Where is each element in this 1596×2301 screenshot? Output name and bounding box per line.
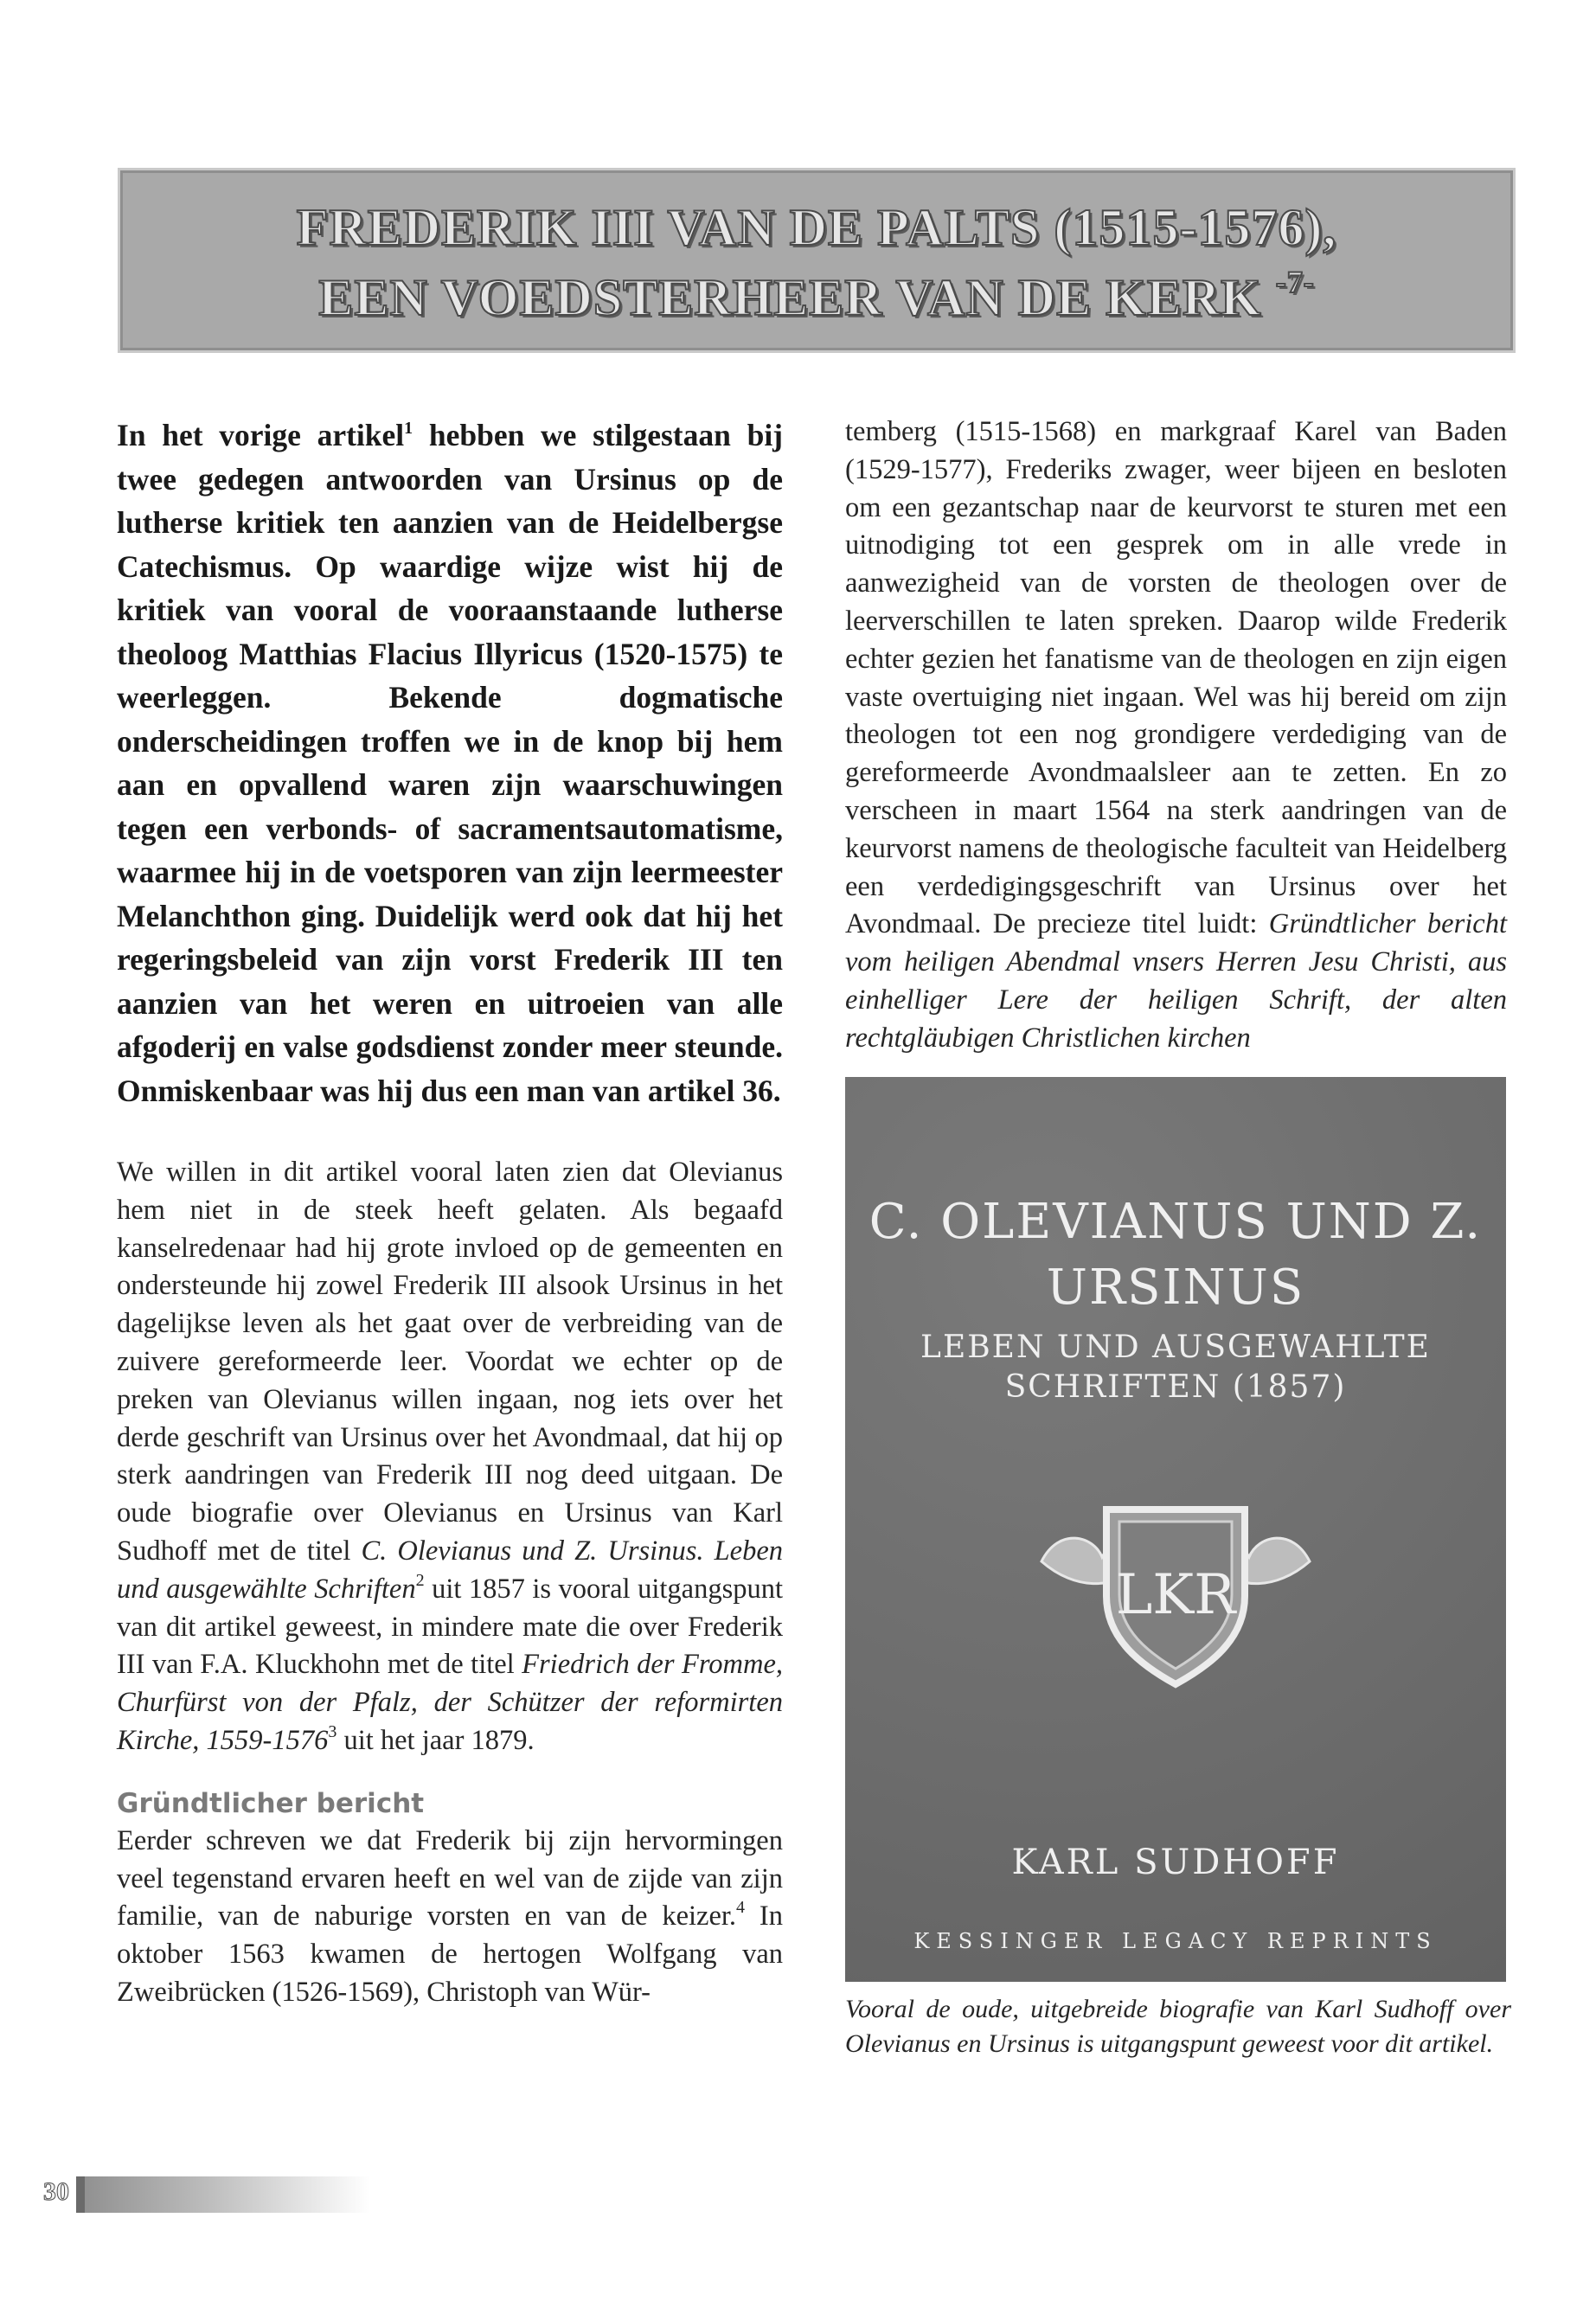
- book-cover-publisher: KESSINGER LEGACY REPRINTS: [913, 1929, 1438, 1953]
- publisher-shield-emblem-icon: [1024, 1492, 1327, 1691]
- page-number: 30: [43, 2177, 69, 2206]
- body-paragraph-2: [117, 1154, 783, 1760]
- book-cover-subtitle: [845, 1328, 1506, 1407]
- footnote-ref-3: 3: [328, 1721, 337, 1741]
- book-cover-subtitle-line-1: LEBEN UND AUSGEWAHLTE: [920, 1330, 1431, 1365]
- right-column: [845, 413, 1507, 1058]
- book-cover-author: KARL SUDHOFF: [1011, 1843, 1340, 1882]
- p2-italic-title-1: C. Olevianus und Z. Ursinus. Leben und ausgewählte Schriften: [117, 1535, 783, 1605]
- emblem-monogram: LKR: [1115, 1563, 1236, 1627]
- book-cover-title: [845, 1189, 1506, 1321]
- page-tab-bar: [76, 2176, 85, 2213]
- article-title-line-1: FREDERIK III VAN DE PALTS (1515-1576),: [296, 199, 1337, 256]
- page-number-tab: [76, 2176, 370, 2213]
- footnote-ref-2: 2: [415, 1570, 425, 1590]
- section-heading: Gründtlicher bericht: [117, 1787, 425, 1819]
- left-column: [117, 413, 783, 2012]
- p2-text-b: uit 1857 is vooral uitgangspunt van dit artikel geweest, in mindere mate die over Frederik III van F.A. Kluckhohn met de titel: [117, 1573, 783, 1681]
- intro-text-a: In het vorige artikel: [117, 418, 405, 452]
- book-cover-title-line-1: C. OLEVIANUS UND Z.: [869, 1194, 1483, 1250]
- book-cover-subtitle-line-2: SCHRIFTEN (1857): [1004, 1369, 1347, 1405]
- article-part-number: -7-: [1275, 265, 1315, 299]
- article-title-line-2-text: EEN VOEDSTERHEER VAN DE KERK: [318, 269, 1262, 326]
- p2-italic-title-2: Friedrich der Fromme, Churfürst von der Pfalz, der Schützer der reformirten Kirche, 1559-1576: [117, 1649, 783, 1756]
- p3-text-b: In oktober 1563 kwamen de hertogen Wolfgang van Zweibrücken (1526-1569), Christoph van Wür-: [117, 1900, 783, 2008]
- right-text-a: temberg (1515-1568) en markgraaf Karel van Baden (1529-1577), Frederiks zwager, weer bijeen en besloten om een gezantschap naar de keurvorst te sturen met een uitnodiging tot een gesprek om in alle vrede in aanwezigheid van de vorsten de theologen over de leerverschillen te laten spreken. Daarop wilde Frederik echter gezien het fanatisme van de theologen en zijn eigen vaste overtuiging niet ingaan. Wel was hij bereid om zijn theologen tot een nog grondigere verdediging van de gereformeerde Avondmaalsleer aan te zetten. En zo verscheen in maart 1564 na sterk aandringen van de keurvorst namens de theologische faculteit van Heidelberg een verdedigingsgeschrift van Ursinus over het Avondmaal. De precieze titel luidt:: [845, 416, 1507, 940]
- right-italic-title: Gründtlicher bericht vom heiligen Abendmal vnsers Herren Jesu Christi, aus einhelliger Lere der heiligen Schrift, der alten rechtgläubigen Christlichen kirchen: [845, 908, 1507, 1054]
- article-title-banner: [118, 168, 1516, 353]
- article-title-line-2: [120, 264, 1513, 328]
- p2-text-a: We willen in dit artikel vooral laten zien dat Olevianus hem niet in de steek heeft gelaten. Als begaafd kanselredenaar had hij grote invloed op de gemeenten en ondersteunde hij zowel Frederik III alsook Ursinus in het dagelijkse leven als het gaat over de verbreiding van de zuivere gereformeerde leer. Voordat we echter op de preken van Olevianus willen ingaan, nog iets over het derde geschrift van Ursinus over het Avondmaal, dat hij op sterk aandringen van Frederik III nog deed uitgaan. De oude biografie over Olevianus en Ursinus van Karl Sudhoff met de titel: [117, 1157, 783, 1567]
- image-caption: Vooral de oude, uitgebreide biografie van Karl Sudhoff over Olevianus en Ursinus is uitgangspunt geweest voor dit artikel.: [845, 1995, 1511, 2058]
- p3-text-a: Eerder schreven we dat Frederik bij zijn hervormingen veel tegenstand ervaren heeft en wel van de zijde van zijn familie, van de naburige vorsten en van de keizer.: [117, 1824, 783, 1932]
- book-cover-title-line-2: URSINUS: [1046, 1259, 1305, 1316]
- intro-text-b: hebben we stilgestaan bij twee gedegen antwoorden van Ursinus op de lutherse kritiek ten aanzien van de Heidelbergse Catechismus. Op waardige wijze wist hij de kritiek van vooral de vooraanstaande lutherse theoloog Matthias Flacius Illyricus (1520-1575) te weerleggen. Bekende dogmatische onderscheidingen troffen we in de knop bij hem aan en opvallend waren zijn waarschuwingen tegen een verbonds- of sacramentsautomatisme, waarmee hij in de voetsporen van zijn leermeester Melanchthon ging. Duidelijk werd ook dat hij het regeringsbeleid van zijn vorst Frederik III ten aanzien van het weren en uitroeien van alle afgoderij en valse godsdienst zonder meer steunde. Onmiskenbaar was hij dus een man van artikel 36.: [117, 418, 784, 1108]
- footnote-ref-1: 1: [404, 419, 413, 438]
- intro-paragraph: [117, 413, 783, 1112]
- right-column-paragraph: [845, 413, 1507, 1058]
- footnote-ref-4: 4: [736, 1898, 746, 1918]
- book-cover-image: [845, 1077, 1506, 1982]
- body-paragraph-3: [117, 1823, 783, 2012]
- p2-text-c: uit het jaar 1879.: [337, 1724, 535, 1756]
